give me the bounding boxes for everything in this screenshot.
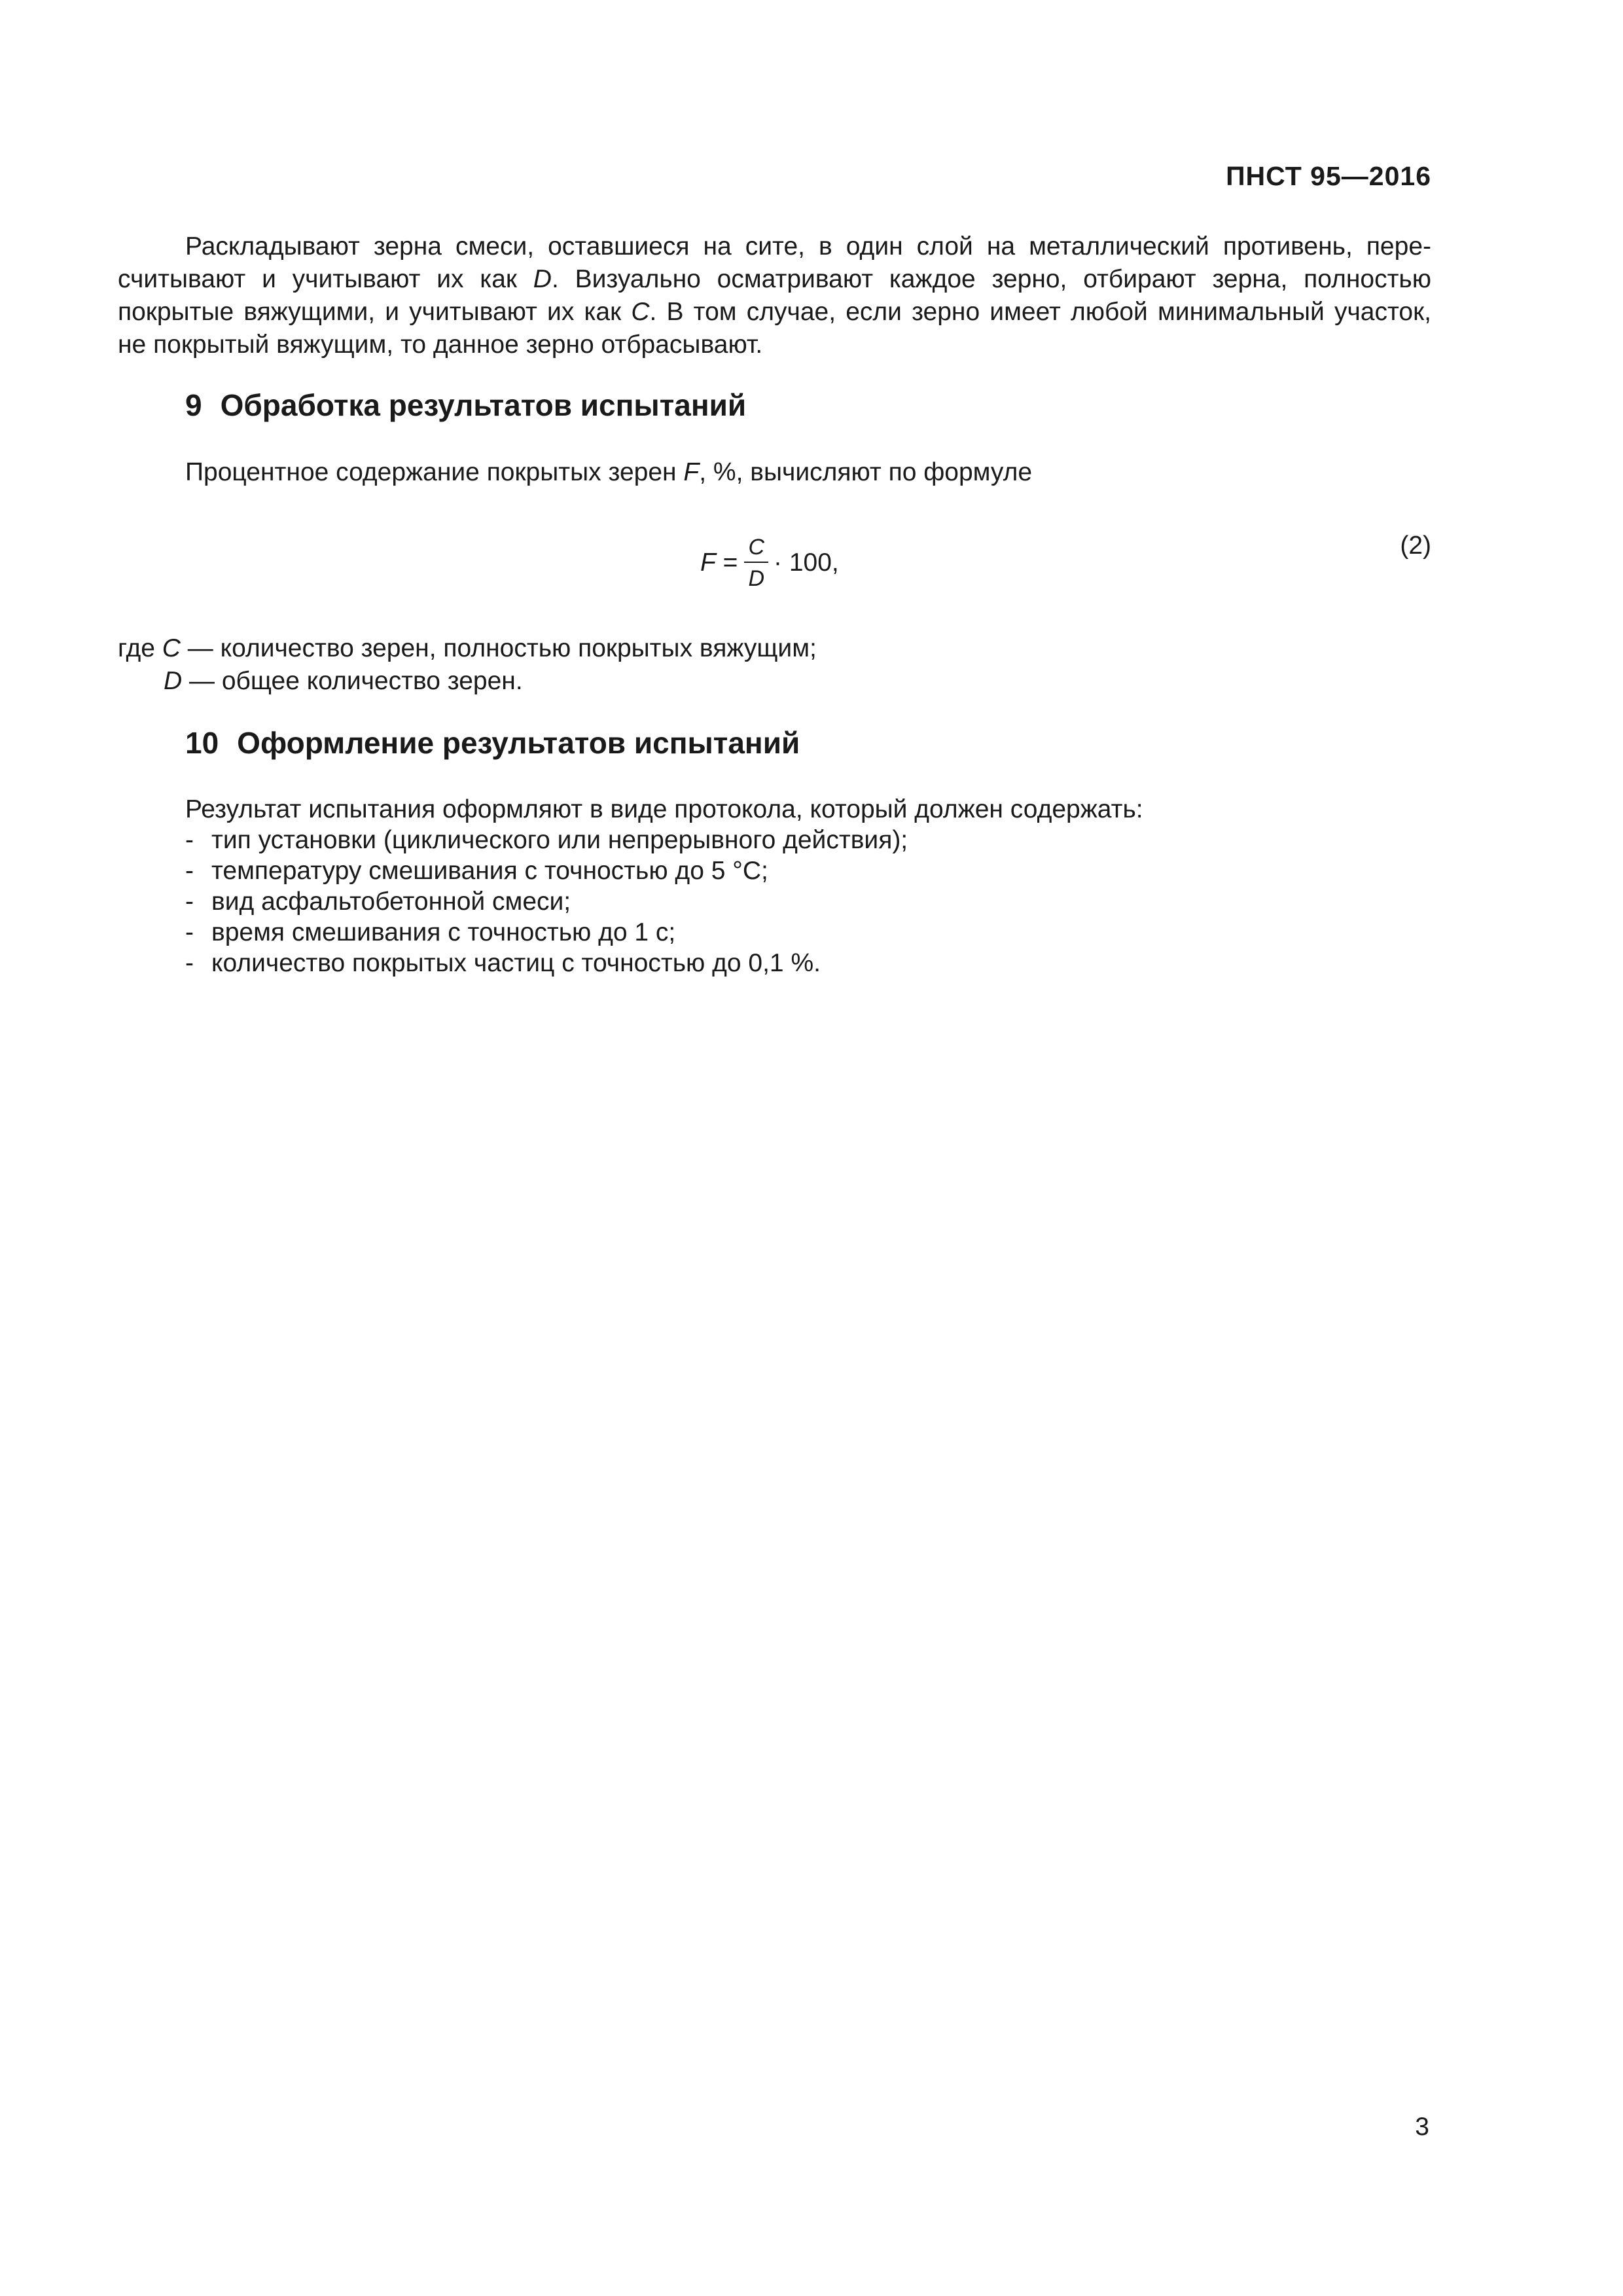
list-item-text: температуру смешивания с точностью до 5 °С; bbox=[211, 857, 768, 885]
where-symbol-c: C bbox=[162, 634, 181, 662]
list-bullet: - bbox=[185, 918, 194, 946]
document-code: ПНСТ 95—2016 bbox=[1226, 161, 1431, 191]
section-9-heading bbox=[185, 387, 746, 423]
formula-lhs: F = bbox=[700, 548, 738, 577]
list-item bbox=[185, 917, 1143, 948]
intro-line: Раскладывают зерна смеси, оставшиеся на сите, в один слой на металлический противень, пере- bbox=[185, 232, 1431, 260]
list-item bbox=[185, 948, 1143, 978]
where-prefix: где bbox=[118, 634, 155, 662]
list-bullet: - bbox=[185, 826, 194, 854]
list-item-text: время смешивания с точностью до 1 с; bbox=[211, 918, 676, 946]
intro-line: не покрытый вяжущим, то данное зерно отбрасывают. bbox=[118, 331, 763, 359]
list-bullet: - bbox=[185, 888, 194, 916]
list-item-text: тип установки (циклического или непрерывного действия); bbox=[211, 826, 908, 854]
formula-fraction bbox=[744, 534, 768, 592]
where-row-c bbox=[118, 632, 817, 665]
list-item bbox=[185, 855, 1143, 886]
list-item bbox=[185, 825, 1143, 855]
section-9-number: 9 bbox=[185, 388, 202, 422]
section-9-intro: Процентное содержание покрытых зерен F, %, вычисляют по формуле bbox=[185, 458, 1033, 486]
where-symbol-d: D bbox=[164, 667, 183, 695]
formula-numerator: C bbox=[744, 534, 768, 563]
list-bullet: - bbox=[185, 949, 194, 977]
intro-paragraph bbox=[118, 230, 1431, 361]
list-bullet: - bbox=[185, 857, 194, 885]
section-10-title: Оформление результатов испытаний bbox=[237, 726, 800, 760]
intro-line: покрытые вяжущими, и учитывают их как C. В том случае, если зерно имеет любой минимальный участок, bbox=[118, 298, 1432, 326]
formula-rhs: · 100, bbox=[774, 548, 839, 577]
section-10-heading bbox=[185, 725, 800, 761]
section-10-intro: Результат испытания оформляют в виде протокола, который должен содержать: bbox=[185, 795, 1143, 823]
where-row-d bbox=[118, 665, 817, 698]
list-item-text: вид асфальтобетонной смеси; bbox=[211, 888, 571, 916]
section-10-number: 10 bbox=[185, 726, 219, 760]
where-text-d: — общее количество зерен. bbox=[189, 667, 523, 695]
formula bbox=[700, 524, 839, 602]
list-item-text: количество покрытых частиц с точностью до 0,1 %. bbox=[211, 949, 821, 977]
intro-line: считывают и учитывают их как D. Визуально осматривают каждое зерно, отбирают зерна, полностью bbox=[118, 265, 1431, 293]
section-9-title: Обработка результатов испытаний bbox=[220, 388, 747, 422]
where-text-c: — количество зерен, полностью покрытых вяжущим; bbox=[187, 634, 817, 662]
section-10-body bbox=[185, 794, 1143, 978]
page-number: 3 bbox=[1415, 2113, 1429, 2141]
where-block bbox=[118, 632, 817, 698]
list-item bbox=[185, 886, 1143, 917]
formula-number: (2) bbox=[1400, 531, 1431, 560]
formula-denominator: D bbox=[748, 566, 765, 591]
